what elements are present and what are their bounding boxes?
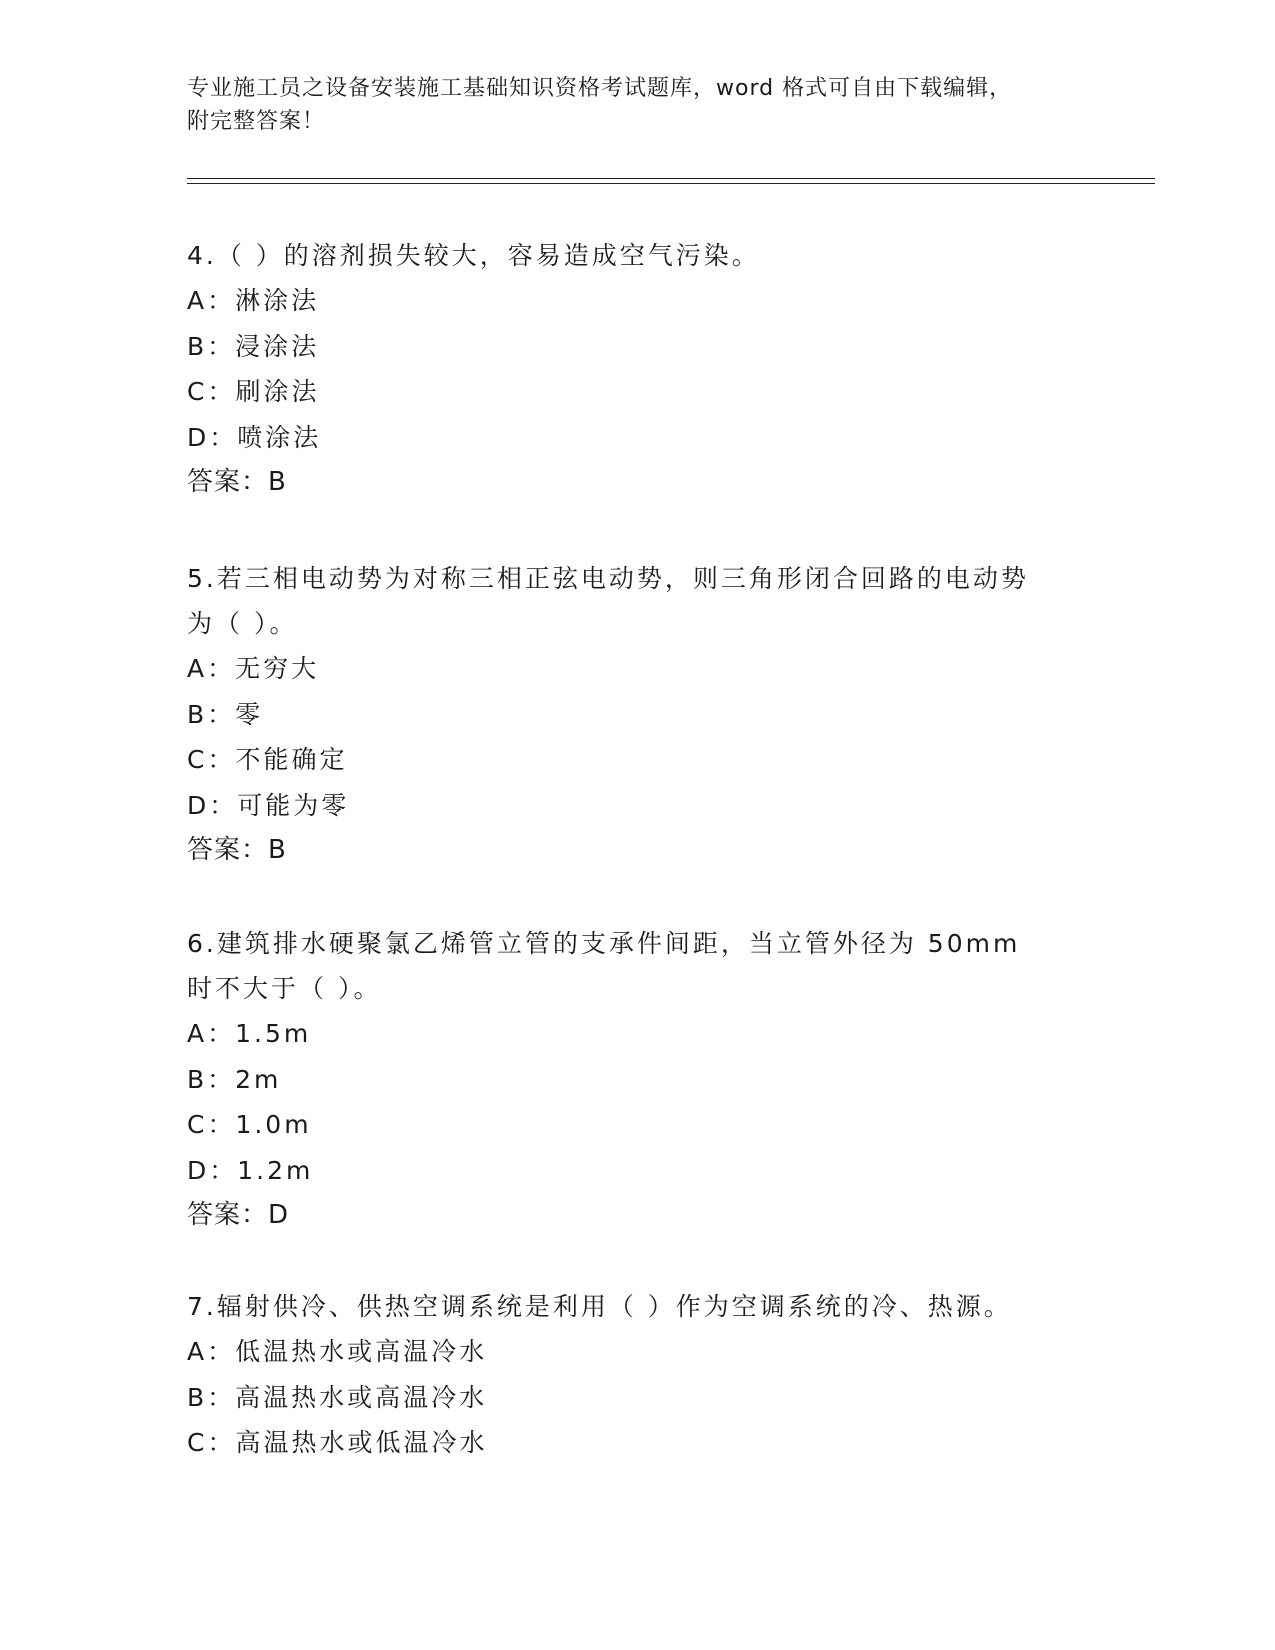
option-c: C：高温热水或低温冷水 <box>187 1428 488 1457</box>
header-divider-top <box>187 178 1155 179</box>
question-stem: 5.若三相电动势为对称三相正弦电动势，则三角形闭合回路的电动势为（ ）。 <box>187 564 1029 638</box>
option-b: B：浸涂法 <box>187 331 320 361</box>
header-divider-bottom <box>187 183 1155 184</box>
option-b: B：高温热水或高温冷水 <box>187 1382 488 1412</box>
answer-line: 答案：D <box>187 1200 290 1230</box>
question-stem: 6.建筑排水硬聚氯乙烯管立管的支承件间距，当立管外径为 50mm 时不大于（ ）。 <box>187 929 1021 1003</box>
option-c: C：1.0m <box>187 1110 312 1139</box>
document-header <box>187 72 1067 138</box>
option-c: C：不能确定 <box>187 745 348 774</box>
option-d: D：可能为零 <box>187 790 350 820</box>
question-5 <box>187 556 1037 873</box>
option-c: C：刷涂法 <box>187 377 320 406</box>
header-line-2: 附完整答案！ <box>187 109 326 134</box>
question-6 <box>187 921 1057 1238</box>
answer-line: 答案：B <box>187 835 287 865</box>
option-d: D：喷涂法 <box>187 422 322 452</box>
option-a: A：1.5m <box>187 1019 312 1048</box>
option-a: A：无穷大 <box>187 654 320 683</box>
option-b: B：2m <box>187 1064 282 1094</box>
header-line-1: 专业施工员之设备安装施工基础知识资格考试题库，word 格式可自由下载编辑， <box>187 76 1013 101</box>
option-d: D：1.2m <box>187 1155 314 1185</box>
option-a: A：淋涂法 <box>187 286 320 315</box>
question-stem: 4.（ ）的溶剂损失较大，容易造成空气污染。 <box>187 241 760 270</box>
answer-line: 答案：B <box>187 467 287 497</box>
question-7 <box>187 1284 1087 1466</box>
option-b: B：零 <box>187 699 264 729</box>
option-a: A：低温热水或高温冷水 <box>187 1337 488 1366</box>
question-stem: 7.辐射供冷、供热空调系统是利用（ ）作为空调系统的冷、热源。 <box>187 1292 1012 1321</box>
question-4 <box>187 233 1087 505</box>
